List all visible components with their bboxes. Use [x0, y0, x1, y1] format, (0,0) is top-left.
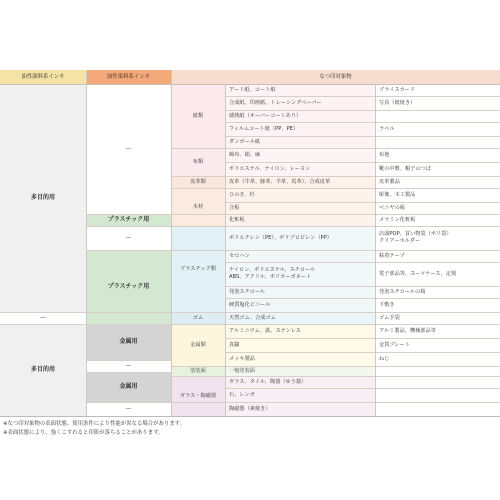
- row-divider: [171, 366, 500, 367]
- material-rubber: 天然ゴム、合成ゴム: [229, 315, 276, 321]
- material-film-coated-paper: フィルムコート紙（PP、PE）: [229, 126, 299, 132]
- row-divider: [171, 148, 500, 149]
- material-nylon-abs: ナイロン、ポリエステル、スチロール ABS、アクリル、ポリカーボネート: [229, 267, 316, 280]
- header-oil-pigment-ink: 油性顔料系インキ: [0, 70, 86, 84]
- example-empty-5: [375, 388, 500, 402]
- oil-pigment-none: ―: [0, 312, 86, 324]
- row-divider: [0, 312, 500, 313]
- category-wood: 木材: [171, 188, 225, 226]
- row-divider: [225, 352, 500, 353]
- category-rubber: ゴム: [171, 312, 225, 324]
- material-leather: 皮革（牛革、豚革、羊革、馬革）、合成皮革: [229, 179, 331, 185]
- oil-dye-none-4: ―: [86, 402, 171, 416]
- oil-dye-none-3: ―: [86, 360, 171, 372]
- material-cardboard: ダンボール紙: [229, 139, 261, 145]
- example-empty-3: [375, 366, 500, 376]
- category-metal: 金属類: [171, 324, 225, 366]
- example-adhesive-tape: 粘着テープ: [379, 253, 405, 259]
- material-cellophane: セロハン: [229, 253, 250, 259]
- row-divider: [225, 162, 500, 163]
- row-divider: [86, 360, 171, 361]
- table-top-border: [0, 84, 500, 85]
- material-thermal-paper: 感熱紙（オーバーコートあり）: [229, 113, 302, 119]
- oil-dye-none-1: ―: [86, 84, 171, 214]
- row-divider: [225, 96, 500, 97]
- category-cloth: 布類: [171, 148, 225, 176]
- footnote-1: ※なつ印対象物の表面状態、使用条件により性能が異なる場合があります。: [3, 421, 185, 427]
- example-price-card: プライスカード: [379, 87, 416, 93]
- material-glass-tile: ガラス、タイル、陶器（ゆう薬）: [229, 379, 307, 385]
- oil-dye-metal-2: 金属用: [86, 372, 171, 402]
- row-divider: [86, 372, 171, 373]
- material-plywood: 合板: [229, 205, 240, 211]
- material-painted-surface: 一般塗装面: [229, 368, 255, 374]
- oil-dye-none-2: ―: [86, 226, 171, 250]
- example-fabric: 布地: [379, 152, 390, 158]
- row-divider: [171, 188, 500, 189]
- material-aluminum-steel: アルミニウム、鉄、ステンレス: [229, 328, 301, 334]
- row-divider: [86, 250, 500, 251]
- row-divider: [86, 226, 500, 227]
- oil-pigment-multipurpose-1: 多目的用: [0, 84, 86, 312]
- row-divider: [225, 202, 500, 203]
- example-pencil-board: 下敷き: [379, 302, 395, 308]
- example-insoles: 靴の中敷、帽子のつば: [379, 166, 431, 172]
- row-divider: [225, 298, 500, 299]
- example-brass-plate: 金貨プレート: [379, 342, 410, 348]
- category-leather: 皮革類: [171, 176, 225, 188]
- example-aluminum-products: アルミ製品、機械部品等: [379, 328, 436, 334]
- example-empty-4: [375, 376, 500, 388]
- header-target-object: なつ印対象物: [171, 70, 500, 84]
- row-divider: [225, 136, 500, 137]
- example-empty-1: [375, 110, 500, 122]
- oil-pigment-multipurpose-2: 多目的用: [0, 324, 86, 416]
- column-divider: [171, 70, 172, 416]
- material-stone-brick: 石、レンガ: [229, 392, 255, 398]
- category-painted: 塗装面: [171, 366, 225, 376]
- material-cypress-cedar: ひのき、杉: [229, 192, 255, 198]
- example-photo: 写真（紙焼き）: [379, 100, 416, 106]
- category-glass-ceramic: ガラス・陶磁器: [171, 376, 225, 416]
- row-divider: [225, 388, 500, 389]
- row-divider: [225, 110, 500, 111]
- material-synthetic-paper: 合成紙、印画紙、トレーシングペーパー: [229, 100, 322, 106]
- row-divider: [225, 286, 500, 287]
- example-pop-bags: 店頭POP、買い物袋（ポリ袋） クリアーホルダー: [379, 231, 452, 244]
- table-bottom-border: [0, 416, 500, 417]
- footnote-2: ※表面状態により、強くこすれると印影が落ちることがあります。: [3, 430, 164, 436]
- material-unglazed-ceramic: 陶磁器（素焼き）: [229, 406, 271, 412]
- category-plastic: プラスチック類: [171, 226, 225, 312]
- material-polyester-nylon: ポリエステル、ナイロン、レーヨン: [229, 166, 311, 172]
- header-oil-dye-ink: 油性染料系インキ: [86, 70, 171, 84]
- row-divider: [86, 402, 500, 403]
- material-styrofoam: 発泡スチロール: [229, 289, 266, 295]
- column-divider: [225, 84, 226, 416]
- category-paper: 紙類: [171, 84, 225, 148]
- row-divider: [171, 376, 500, 377]
- example-label: ラベル: [379, 126, 395, 132]
- row-divider: [171, 176, 500, 177]
- example-electronics: 電子部品等、スーツケース、定規: [379, 271, 457, 277]
- material-decorative-board: 化粧板: [229, 217, 245, 223]
- oil-dye-plastic-2: プラスチック用: [86, 250, 171, 324]
- row-divider: [225, 262, 500, 263]
- material-cotton-silk-hemp: 綿布、絹、麻: [229, 152, 261, 158]
- row-divider: [0, 324, 500, 325]
- row-divider: [225, 338, 500, 339]
- example-empty-2: [375, 136, 500, 148]
- row-divider: [86, 214, 500, 215]
- example-woodwork: 彫像、木工製品: [379, 192, 416, 198]
- material-brass: 真鍮: [229, 342, 240, 348]
- material-plated: メッキ製品: [229, 356, 255, 362]
- column-divider: [86, 70, 87, 416]
- material-rigid-pvc: 硬質塩化ビニール: [229, 302, 271, 308]
- oil-dye-metal-1: 金属用: [86, 324, 171, 360]
- example-leather-goods: 皮革製品: [379, 179, 400, 185]
- example-screws: ねじ: [379, 356, 390, 362]
- example-rubber-gloves: ゴム手袋: [379, 315, 400, 321]
- example-empty-6: [375, 402, 500, 416]
- material-art-paper: アート紙、コート紙: [229, 87, 276, 93]
- example-veneer: ベニヤの板: [379, 205, 405, 211]
- material-pe-pp: ポリエチレン（PE）、ポリプロピレン（PP）: [229, 235, 332, 241]
- example-melamine: メラミン化粧板: [379, 217, 416, 223]
- oil-dye-plastic-1: プラスチック用: [86, 214, 171, 226]
- example-styrofoam-box: 発泡スチロールの箱: [379, 289, 426, 295]
- column-divider: [375, 84, 376, 416]
- row-divider: [225, 122, 500, 123]
